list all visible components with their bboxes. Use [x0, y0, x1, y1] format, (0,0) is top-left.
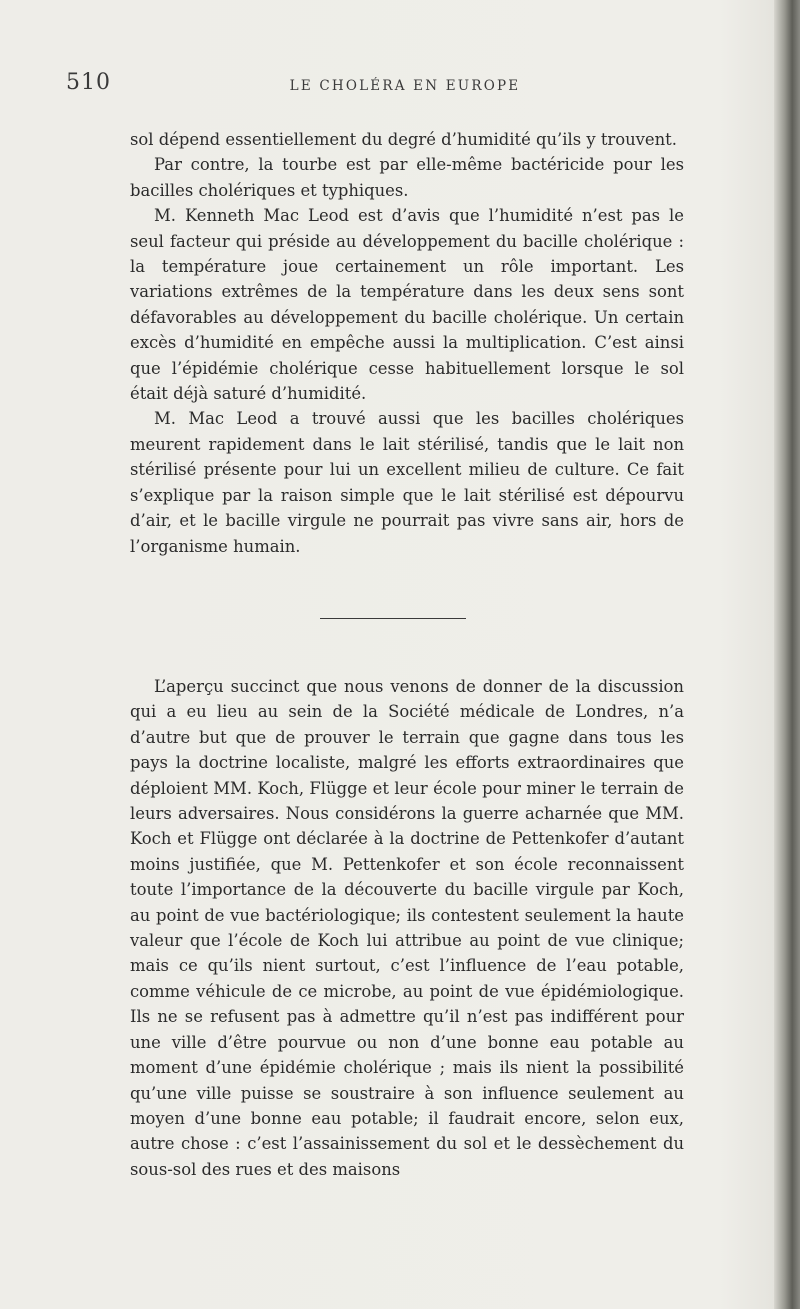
- paragraph-continuation: sol dépend essentiellement du degré d’humidité qu’ils y trouvent.: [130, 130, 677, 149]
- page-binding-edge: [774, 0, 800, 1309]
- paragraph: M. Mac Leod a trouvé aussi que les bacilles cholériques meurent rapidement dans le lait stérilisé, tandis que le lait non stérilisé présente pour lui un excellent milieu de culture. Ce fait s’explique par la raison simple que le lait stérilisé est dépourvu d’air, et le bacille virgule ne pourrait pas vivre sans air, hors de l’organisme humain.: [130, 409, 684, 556]
- paragraph: M. Kenneth Mac Leod est d’avis que l’humidité n’est pas le seul facteur qui préside au développement du bacille cholérique : la température joue certainement un rôle important. Les variations extrêmes de la température dans les deux sens sont défavorables au développement du bacille cholérique. Un certain excès d’humidité en empêche aussi la multiplication. C’est ainsi que l’épidémie cholérique cesse habituellement lorsque le sol était déjà saturé d’humidité.: [130, 206, 684, 404]
- paragraph: L’aperçu succinct que nous venons de donner de la discussion qui a eu lieu au sein de la Société médicale de Londres, n’a d’autre but que de prouver le terrain que gagne dans tous les pays la doctrine localiste, malgré les efforts extraordinaires que déploient MM. Koch, Flügge et leur école pour miner le terrain de leurs adversaires. Nous considérons la guerre acharnée que MM. Koch et Flügge ont déclarée à la doctrine de Pettenkofer d’autant moins justifiée, que M. Pettenkofer et son école reconnaissent toute l’importance de la découverte du bacille virgule par Koch, au point de vue bactériologique; ils contestent seulement la haute valeur que l’école de Koch lui attribue au point de vue clinique; mais ce qu’ils nient surtout, c’est l’influence de l’eau potable, comme véhicule de ce microbe, au point de vue épidémiologique. Ils ne se refusent pas à admettre qu’il n’est pas indifférent pour une ville d’être pourvue ou non d’une bonne eau potable au moment d’une épidémie cholérique ; mais ils nient la possibilité qu’une ville puisse se soustraire à son influence seulement au moyen d’une bonne eau potable; il faudrait encore, selon eux, autre chose : c’est l’assainissement du sol et le dessèchement du sous-sol des rues et des maisons: [130, 677, 684, 1179]
- section-divider: [320, 618, 466, 619]
- running-head: LE CHOLÉRA EN EUROPE: [289, 78, 521, 94]
- text-block-lower: [130, 674, 684, 1182]
- paragraph: Par contre, la tourbe est par elle-même bactéricide pour les bacilles cholériques et typhiques.: [130, 155, 684, 200]
- text-block-upper: [130, 127, 684, 559]
- page-number: 510: [66, 70, 111, 95]
